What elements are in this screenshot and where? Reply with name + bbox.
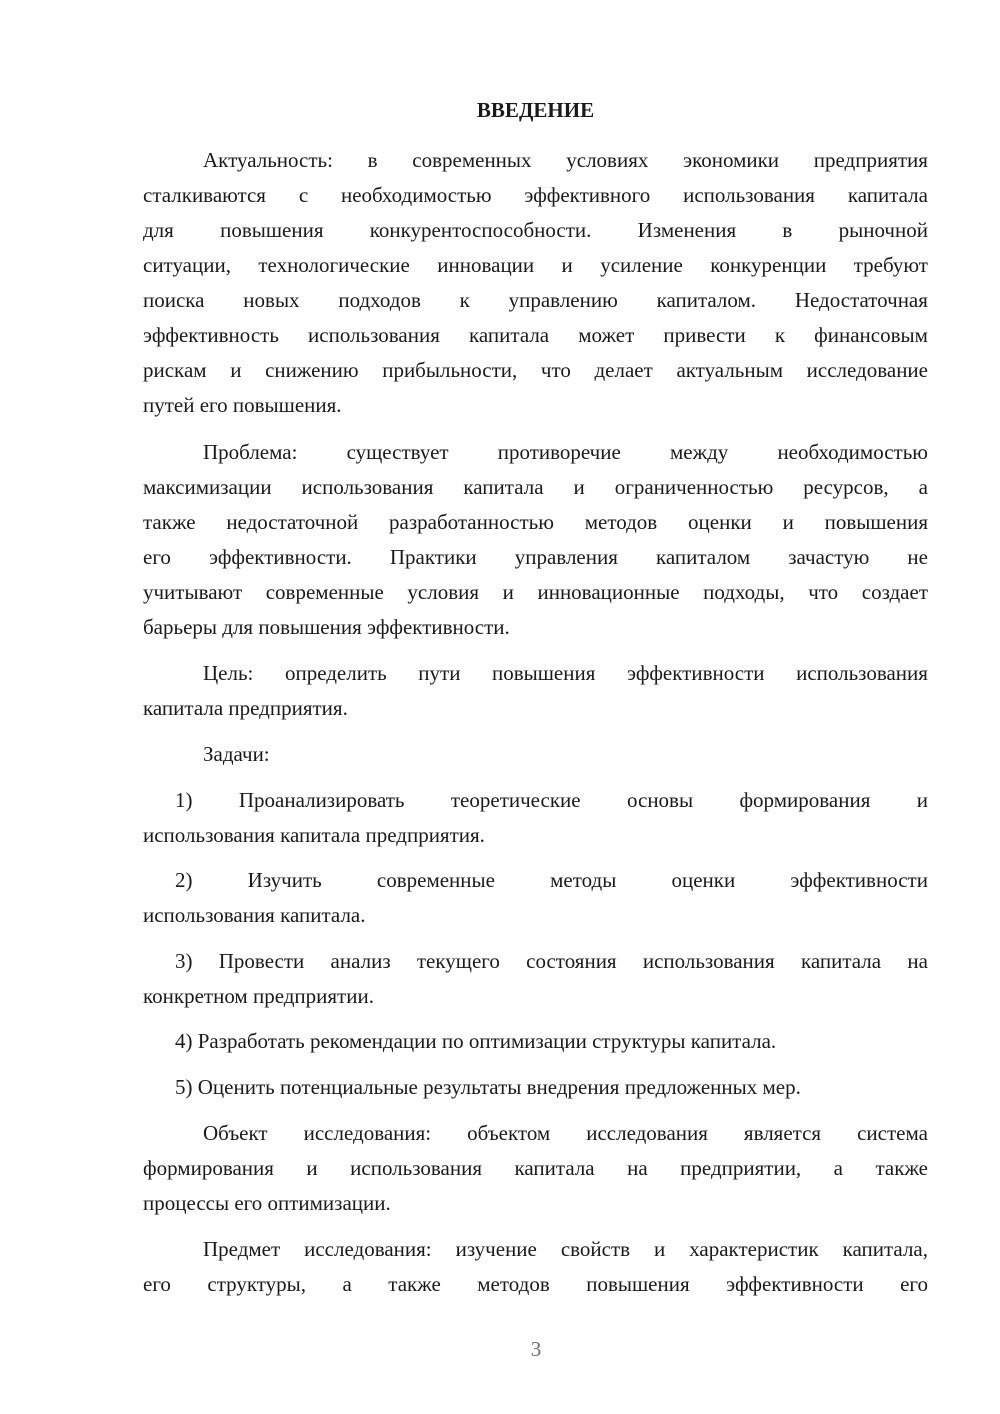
word: теоретические [450,788,581,812]
word: эффективности [626,661,765,685]
list-item-line: использования капитала. [143,903,366,927]
list-item-line: 4) Разработать рекомендации по оптимизации структуры капитала. [175,1029,777,1053]
word: к [774,323,786,347]
word: исследование [806,358,928,382]
word: в [782,218,793,242]
word: конкуренции [710,253,827,277]
word: методов [584,510,658,534]
word: капитала [514,1156,595,1180]
word: характеристик [689,1237,819,1261]
word: технологические [258,253,410,277]
word: инновации [437,253,535,277]
word: Предмет [203,1237,281,1261]
text-line [143,1153,928,1183]
word: ограниченностью [614,475,774,499]
text-line: процессы его оптимизации. [143,1191,391,1215]
word: также [143,510,196,534]
word: на [627,1156,648,1180]
text-line: капитала предприятия. [143,696,348,720]
word: рискам [143,358,207,382]
word: и [502,580,514,604]
word: между [669,440,729,464]
word: на [907,949,928,973]
word: прибыльности, [382,358,518,382]
word: является [743,1121,822,1145]
word: финансовым [814,323,928,347]
text-line [143,577,928,607]
word: актуальным [676,358,784,382]
word: 1) [175,788,193,812]
word: капитала, [842,1237,928,1261]
word: исследования [586,1121,708,1145]
text-line [143,507,928,537]
word: для [143,218,174,242]
word: система [857,1121,928,1145]
word: создает [861,580,928,604]
word: изучение [455,1237,537,1261]
word: делает [594,358,653,382]
word: эффективности [726,1272,864,1296]
word: конкурентоспособности. [369,218,592,242]
word: современные [376,868,495,892]
word: формирования [739,788,871,812]
word: объектом [467,1121,551,1145]
text-line [143,355,928,385]
word: использования [683,183,815,207]
word: зачастую [788,545,870,569]
word: рыночной [838,218,928,242]
list-item-line [175,946,928,976]
word: а [342,1272,352,1296]
text-line [143,1269,928,1299]
word: Цель: [203,661,254,685]
word: эффективность [143,323,279,347]
word: и [573,475,585,499]
word: Проблема: [203,440,298,464]
word: и [782,510,794,534]
word: использования [642,949,775,973]
word: Изучить [247,868,322,892]
list-item-line [175,785,928,815]
word: с [298,183,309,207]
word: а [833,1156,843,1180]
word: капиталом [655,545,751,569]
word: использования [796,661,928,685]
text-line [203,437,928,467]
word: условиях [566,148,649,172]
word: ресурсов, [803,475,889,499]
word: экономики [683,148,780,172]
text-line [143,180,928,210]
word: управления [514,545,618,569]
word: основы [626,788,694,812]
text-line [143,542,928,572]
word: формирования [143,1156,274,1180]
word: методы [550,868,617,892]
word: предприятия [813,148,928,172]
word: снижению [265,358,359,382]
word: подходов [338,288,421,312]
word: использования [350,1156,482,1180]
text-line [143,285,928,315]
word: капитала [468,323,550,347]
word: современные [265,580,384,604]
word: капитала [800,949,882,973]
word: а [918,475,928,499]
word: также [875,1156,928,1180]
list-item-line [175,865,928,895]
word: сталкиваются [143,183,266,207]
word: эффективного [524,183,651,207]
word: Объект [203,1121,268,1145]
page-number: 3 [530,1337,542,1361]
word: Практики [389,545,477,569]
word: разработанностью [389,510,554,534]
section-title: ВВЕДЕНИЕ [476,98,595,122]
word: повышения [586,1272,690,1296]
word: условия [407,580,480,604]
word: Недостаточная [794,288,928,312]
word: к [459,288,470,312]
word: Изменения [637,218,737,242]
word: оценки [671,868,736,892]
text-line: путей его повышения. [143,393,342,417]
word: современных [412,148,532,172]
word: ситуации, [143,253,231,277]
word: не [907,545,928,569]
word: капитала [847,183,928,207]
word: капитала [463,475,544,499]
word: максимизации [143,475,272,499]
word: его [143,1272,171,1296]
text-line: Задачи: [203,742,270,766]
word: свойств [560,1237,631,1261]
text-line [203,145,928,175]
word: его [900,1272,928,1296]
word: использования [308,323,440,347]
word: необходимостью [340,183,492,207]
word: анализ [330,949,391,973]
word: состояния [526,949,617,973]
word: подходы, [703,580,785,604]
word: пути [418,661,461,685]
text-line [203,1234,928,1264]
list-item-line: 5) Оценить потенциальные результаты внедрения предложенных мер. [175,1075,801,1099]
text-line [203,1118,928,1148]
word: управлению [508,288,618,312]
word: и [654,1237,666,1261]
text-line [143,320,928,350]
word: поиска [143,288,205,312]
text-line [203,658,928,688]
word: Проанализировать [238,788,405,812]
word: 2) [175,868,193,892]
word: структуры, [207,1272,307,1296]
word: также [388,1272,441,1296]
word: что [808,580,839,604]
word: может [578,323,635,347]
word: исследования: [304,1237,432,1261]
word: требуют [853,253,928,277]
word: использования [301,475,434,499]
word: в [367,148,378,172]
word: и [230,358,242,382]
word: недостаточной [226,510,359,534]
word: Актуальность: [203,148,333,172]
word: новых [243,288,300,312]
word: противоречие [497,440,621,464]
word: повышения [220,218,324,242]
word: методов [477,1272,550,1296]
word: существует [346,440,449,464]
text-line [143,472,928,502]
word: его [143,545,171,569]
word: текущего [416,949,500,973]
word: и [561,253,573,277]
word: Провести [218,949,305,973]
word: что [540,358,571,382]
word: инновационные [537,580,680,604]
text-line [143,250,928,280]
text-line [143,215,928,245]
word: учитывают [143,580,243,604]
word: 3) [175,949,193,973]
word: повышения [824,510,928,534]
list-item-line: использования капитала предприятия. [143,823,485,847]
word: эффективности [790,868,928,892]
word: капиталом. [656,288,757,312]
word: необходимостью [777,440,928,464]
word: оценки [688,510,752,534]
word: определить [284,661,387,685]
text-line: барьеры для повышения эффективности. [143,615,510,639]
word: исследования: [303,1121,432,1145]
word: предприятии, [680,1156,802,1180]
word: привести [663,323,746,347]
list-item-line: конкретном предприятии. [143,984,374,1008]
word: повышения [492,661,596,685]
word: и [916,788,928,812]
word: и [306,1156,318,1180]
word: усиление [600,253,683,277]
word: эффективности. [209,545,352,569]
